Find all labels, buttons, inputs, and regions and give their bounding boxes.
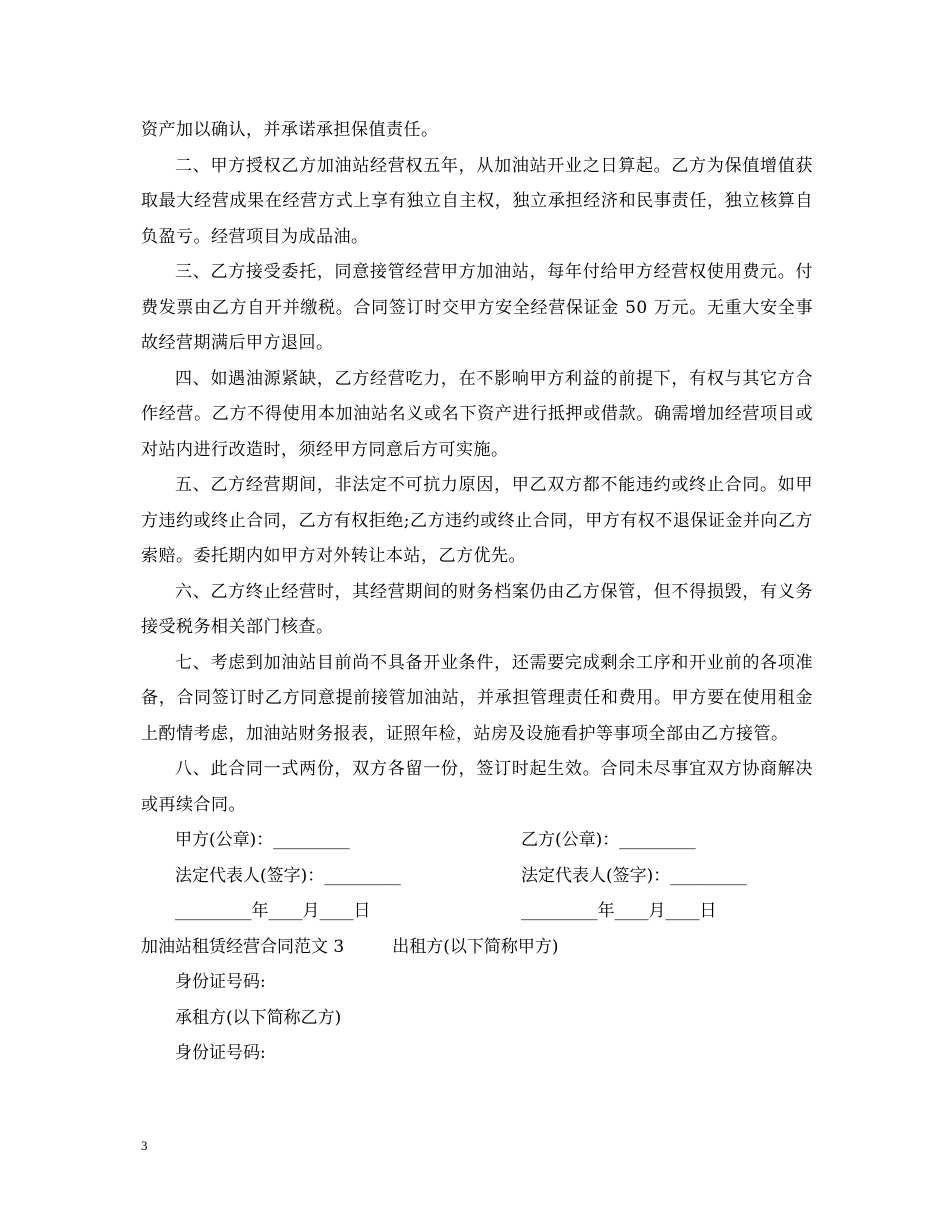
clause-6: 六、乙方终止经营时，其经营期间的财务档案仍由乙方保管，但不得损毁，有义务接受税务相关部门核查。 bbox=[141, 581, 813, 637]
clause-7: 七、考虑到加油站目前尚不具备开业条件，还需要完成剩余工序和开业前的各项准备，合同签订时乙方同意提前接管加油站，并承担管理责任和费用。甲方要在使用租金上酌情考虑，加油站财务报表，证照年检，站房及设施看护等事项全部由乙方接管。 bbox=[141, 652, 813, 744]
lessee-id-label: 身份证号码: bbox=[175, 1043, 266, 1063]
party-b-date-field: _________年____月____日 bbox=[521, 901, 717, 921]
clause-2: 二、甲方授权乙方加油站经营权五年，从加油站开业之日算起。乙方为保值增值获取最大经营成果在经营方式上享有独立自主权，独立承担经济和民事责任，独立核算自负盈亏。经营项目为成品油。 bbox=[141, 155, 813, 247]
party-a-rep-field: 法定代表人(签字)：_________ bbox=[175, 865, 401, 886]
paragraph-continuation: 资产加以确认，并承诺承担保值责任。 bbox=[141, 120, 439, 140]
party-b-rep-field: 法定代表人(签字)：_________ bbox=[521, 865, 747, 886]
clause-4: 四、如遇油源紧缺，乙方经营吃力，在不影响甲方利益的前提下，有权与其它方合作经营。乙方不得使用本加油站名义或名下资产进行抵押或借款。确需增加经营项目或对站内进行改造时，须经甲方同意后方可实施。 bbox=[141, 368, 813, 460]
lessee-label: 承租方(以下简称乙方) bbox=[175, 1007, 342, 1028]
section-heading: 加油站租赁经营合同范文 3 bbox=[141, 936, 345, 957]
party-a-date-field: _________年____月____日 bbox=[175, 901, 371, 921]
party-b-seal-field: 乙方(公章)：_________ bbox=[521, 830, 696, 850]
clause-3: 三、乙方接受委托，同意接管经营甲方加油站，每年付给甲方经营权使用费元。付费发票由乙方自开并缴税。合同签订时交甲方安全经营保证金 50 万元。无重大安全事故经营期满后甲方退回。 bbox=[141, 262, 813, 353]
clause-8: 八、此合同一式两份，双方各留一份，签订时起生效。合同未尽事宜双方协商解决或再续合同。 bbox=[141, 759, 813, 815]
party-a-seal-field: 甲方(公章)：_________ bbox=[175, 830, 350, 850]
lessor-label: 出租方(以下简称甲方) bbox=[392, 936, 559, 957]
document-body bbox=[141, 113, 813, 1072]
signature-seal-row bbox=[141, 823, 813, 859]
clause-5: 五、乙方经营期间，非法定不可抗力原因，甲乙双方都不能违约或终止合同。如甲方违约或终止合同，乙方有权拒绝;乙方违约或终止合同，甲方有权不退保证金并向乙方索赔。委托期内如甲方对外转让本站，乙方优先。 bbox=[141, 475, 813, 566]
section-heading-line bbox=[141, 930, 813, 966]
page-number: 3 bbox=[141, 1138, 148, 1153]
signature-rep-row bbox=[141, 859, 813, 895]
lessor-id-label: 身份证号码: bbox=[175, 972, 266, 992]
signature-date-row bbox=[141, 894, 813, 930]
